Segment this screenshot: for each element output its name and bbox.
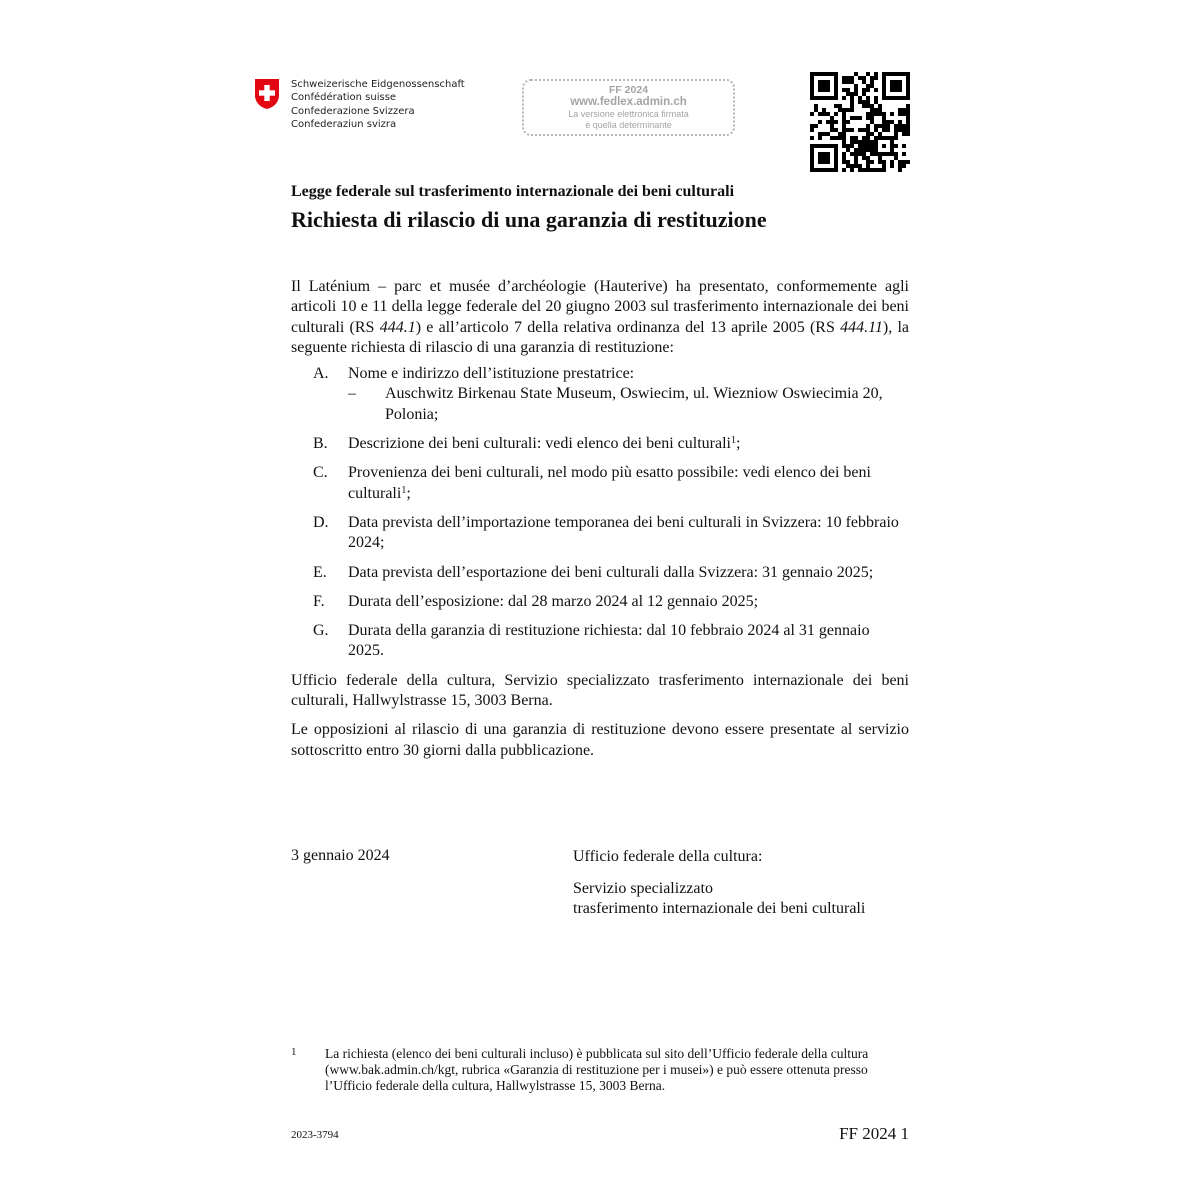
list-item-letter: A. xyxy=(313,365,329,383)
confederation-name-fr: Confédération suisse xyxy=(291,92,397,104)
qr-code-icon[interactable] xyxy=(810,72,910,172)
signature-service-line2: trasferimento internazionale dei beni culturali xyxy=(573,900,866,917)
list-item-d xyxy=(291,513,909,554)
list-item-letter: G. xyxy=(313,622,329,640)
list-item-a xyxy=(291,364,909,425)
list-item-b xyxy=(291,434,909,454)
confederation-names xyxy=(291,78,465,131)
office-paragraph: Ufficio federale della cultura, Servizio specializzato trasferimento internazionale dei beni culturali, Hallwylstrasse 15, 3003 Berna. xyxy=(291,671,909,710)
dash-bullet: – xyxy=(348,385,356,403)
list-item-text: Data prevista dell’esportazione dei beni culturali dalla Svizzera: 31 gennaio 2025; xyxy=(348,563,874,581)
intro-text-part1: Il Laténium – parc et musée d’archéologie (Hauterive) ha presentato, conformemente agli articoli 10 e 11 della legge federale del 20 giugno 2003 sul trasferimento internazionale dei beni culturali (RS xyxy=(291,278,909,336)
notice-date: 3 gennaio 2024 xyxy=(291,847,390,864)
signature-block xyxy=(573,847,865,919)
act-title: Legge federale sul trasferimento internazionale dei beni culturali xyxy=(291,183,735,200)
footnote xyxy=(291,1046,909,1094)
list-item-tail: ; xyxy=(735,435,741,453)
list-item-c xyxy=(291,463,909,504)
list-item-tail: ; xyxy=(406,484,411,502)
notice-title: Richiesta di rilascio di una garanzia di restituzione xyxy=(291,207,767,232)
footnote-reference[interactable]: 1 xyxy=(730,435,736,447)
objections-paragraph: Le opposizioni al rilascio di una garanzia di restituzione devono essere presentate al servizio sottoscritto entro 30 giorni dalla pubblicazione. xyxy=(291,721,909,759)
list-item-text: Descrizione dei beni culturali: vedi elenco dei beni culturali xyxy=(348,435,731,453)
intro-paragraph xyxy=(291,277,909,358)
intro-text-part2: ) e all’articolo 7 della relativa ordinanza del 13 aprile 2005 (RS xyxy=(415,318,841,336)
notice-body xyxy=(291,277,909,770)
list-item-letter: D. xyxy=(313,513,329,531)
footnote-number: 1 xyxy=(291,1046,297,1058)
fedlex-stamp xyxy=(522,79,735,136)
signature-service-line1: Servizio specializzato xyxy=(573,880,713,897)
document-number: 2023-3794 xyxy=(291,1129,339,1141)
intro-reference-rs-444-1: 444.1 xyxy=(379,318,416,336)
stamp-url: www.fedlex.admin.ch xyxy=(570,96,687,108)
confederation-name-de: Schweizerische Eidgenossenschaft xyxy=(291,79,465,90)
list-item-e xyxy=(291,563,909,583)
list-item-f xyxy=(291,592,909,612)
list-item-text: Durata della garanzia di restituzione richiesta: dal 10 febbraio 2024 al 31 gennaio 2025. xyxy=(348,622,870,660)
list-item-letter: E. xyxy=(313,563,327,581)
list-item-letter: F. xyxy=(313,592,325,610)
list-item-text: Data prevista dell’importazione temporanea dei beni culturali in Svizzera: 10 febbraio 2024; xyxy=(348,513,899,552)
stamp-reference: FF 2024 xyxy=(608,84,649,96)
sub-list-item xyxy=(348,384,909,425)
intro-text-part3: ), la seguente richiesta di rilascio di una garanzia di restituzione: xyxy=(291,318,910,356)
list-item-text: Nome e indirizzo dell’istituzione prestatrice: xyxy=(348,365,635,383)
confederation-name-it: Confederazione Svizzera xyxy=(291,105,415,117)
footnote-text: La richiesta (elenco dei beni culturali incluso) è pubblicata sul sito dell’Ufficio federale della cultura (www.bak.admin.ch/kgt, rubrica «Garanzia di restituzione per i musei») e può essere ottenuta presso l’Ufficio federale della cultura, Hallwylstrasse 15, 3003 Berna. xyxy=(325,1046,869,1093)
swiss-crest-icon xyxy=(254,78,280,110)
crest-cross-horizontal xyxy=(259,90,275,95)
sub-list-item-text: Auschwitz Birkenau State Museum, Oswiecim, ul. Wiezniow Oswiecimia 20, Polonia; xyxy=(385,385,883,423)
list-item-letter: C. xyxy=(313,464,328,482)
footnote-reference[interactable]: 1 xyxy=(401,484,407,496)
list-item-text: Provenienza dei beni culturali, nel modo più esatto possibile: vedi elenco dei beni culturali xyxy=(348,464,871,502)
stamp-note-line1: La versione elettronica firmata xyxy=(568,109,689,119)
list-item-text: Durata dell’esposizione: dal 28 marzo 2024 al 12 gennaio 2025; xyxy=(348,592,759,610)
signature-office: Ufficio federale della cultura: xyxy=(573,848,763,865)
page-reference: FF 2024 1 xyxy=(839,1124,909,1143)
confederation-name-rm: Confederaziun svizra xyxy=(291,118,397,130)
list-item-letter: B. xyxy=(313,435,328,453)
list-item-g xyxy=(291,621,909,662)
intro-reference-rs-444-11: 444.11 xyxy=(840,318,883,336)
stamp-note-line2: è quella determinante xyxy=(585,120,672,130)
